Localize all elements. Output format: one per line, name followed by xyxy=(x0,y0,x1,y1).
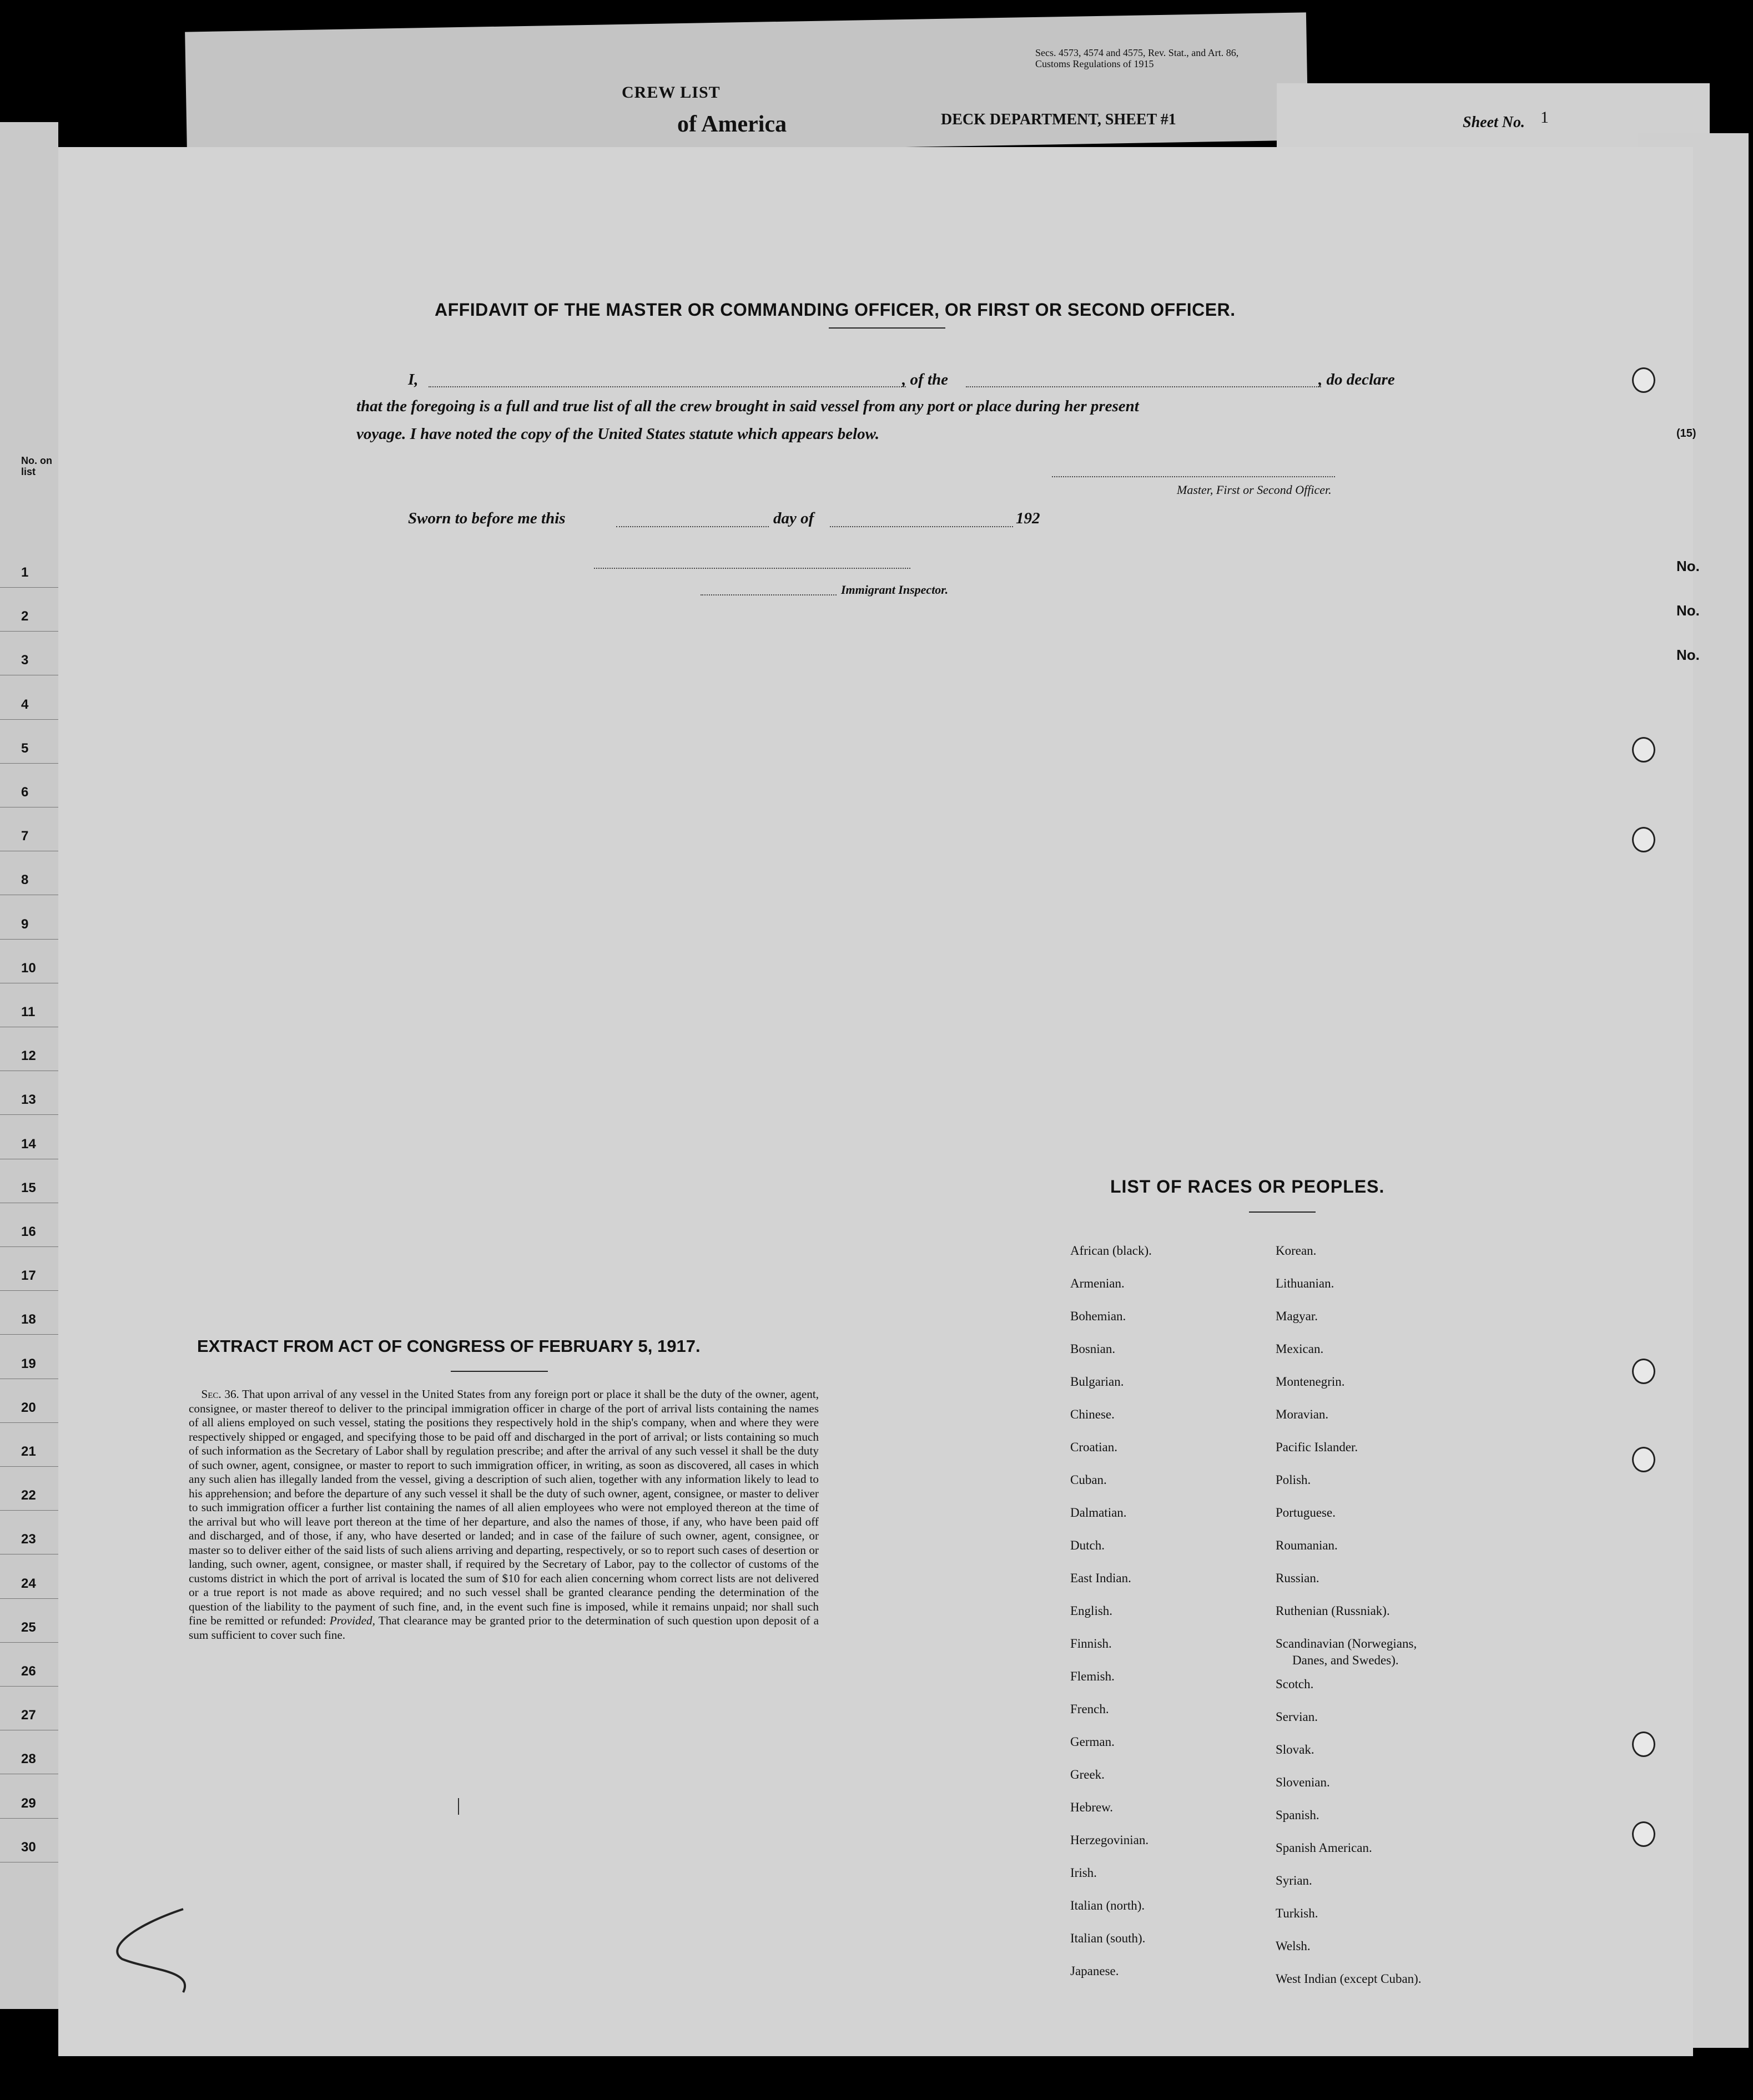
race-item: Servian. xyxy=(1276,1710,1318,1724)
race-item: Cuban. xyxy=(1070,1473,1107,1487)
row-rule xyxy=(0,1290,58,1291)
row-number: 7 xyxy=(21,829,29,844)
sworn-before-label: Sworn to before me this xyxy=(408,509,566,527)
provided-label: Provided, xyxy=(329,1614,375,1627)
race-item: Magyar. xyxy=(1276,1309,1318,1323)
race-item: Syrian. xyxy=(1276,1874,1312,1887)
row-rule xyxy=(0,631,58,632)
race-item: Slovenian. xyxy=(1276,1775,1330,1789)
race-item: West Indian (except Cuban). xyxy=(1276,1972,1422,1986)
right-no-label-1: No. xyxy=(1676,558,1700,574)
row-number: 24 xyxy=(21,1576,36,1591)
binder-hole xyxy=(1632,1821,1655,1847)
binder-hole xyxy=(1632,1359,1655,1384)
race-item: Ruthenian (Russniak). xyxy=(1276,1604,1390,1618)
race-item: Moravian. xyxy=(1276,1407,1329,1421)
sheet-no-label: Sheet No. xyxy=(1463,114,1525,131)
row-number: 18 xyxy=(21,1312,36,1327)
row-number: 21 xyxy=(21,1444,36,1459)
row-number: 14 xyxy=(21,1136,36,1152)
binder-hole xyxy=(1632,367,1655,393)
row-number: 10 xyxy=(21,960,36,976)
races-title-underline xyxy=(1249,1211,1316,1213)
race-item: Scotch. xyxy=(1276,1677,1314,1691)
row-rule xyxy=(0,1466,58,1467)
row-rule xyxy=(0,1510,58,1511)
race-item: Montenegrin. xyxy=(1276,1375,1345,1389)
row-number: 26 xyxy=(21,1664,36,1679)
affidavit-line-2: that the foregoing is a full and true list of all the crew brought in said vessel from any port or place during her present xyxy=(356,397,1139,415)
row-rule xyxy=(0,1818,58,1819)
row-number: 27 xyxy=(21,1708,36,1723)
right-column-number: (15) xyxy=(1676,427,1696,440)
race-item: Scandinavian (Norwegians, xyxy=(1276,1637,1417,1650)
row-number: 9 xyxy=(21,916,29,932)
row-number: 19 xyxy=(21,1356,36,1371)
row-number: 11 xyxy=(21,1004,36,1019)
race-item: Croatian. xyxy=(1070,1440,1117,1454)
sworn-month-blank xyxy=(830,526,1013,527)
race-item: German. xyxy=(1070,1735,1115,1749)
race-item: African (black). xyxy=(1070,1244,1152,1258)
race-item: Russian. xyxy=(1276,1571,1319,1585)
name-blank xyxy=(429,386,906,387)
left-margin-strip xyxy=(0,122,58,2009)
extract-text-1: That upon arrival of any vessel in the United States from any foreign port or place it shall be the duty of the owner, agent, consignee, or master thereof to deliver to the principal immigration officer in charge of the port of arrival lists containing the names of all aliens employed on such vessel, stating the positions they respectively hold in the ship's company, when and where they were respectively shipped or engaged, and specifying those to be paid off and discharged in the port of arrival; or lists containing so much of such information as the Secretary of Labor shall by regulation prescribe; and after the arrival of any such vessel it shall be the duty of such owner, agent, consignee, or master to report to such immigration officer, in writing, as soon as discovered, all cases in which any such alien has illegally landed from the vessel, giving a description of such alien, together with any information likely to lead to his apprehension; and before the departure of any such vessel it shall be the duty of such owner, agent, consignee, or master to deliver to such immigration officer a further list containing the names of all alien employees who were not employed thereon at the time of the arrival but who will leave port thereon at the time of her departure, and also the names of those, if any, who have been paid off and discharged, and of those, if any, who have deserted or landed; and in case of the failure of such owner, agent, consignee, or master so to deliver either of the said lists of such aliens arriving and departing, respectively, or so to report such cases of desertion or landing, such owner, agent, consignee, or master shall, if required by the Secretary of Labor, pay to the collector of customs of the customs district in which the port of arrival is located the sum of $10 for each alien concerning whom correct lists are not delivered or a true report is not made as above required; and no such vessel shall be granted clearance pending the determination of the question of the liability to the payment of such fine, and, in the event such fine is imposed, while it remains unpaid; nor shall such fine be remitted or refunded: xyxy=(189,1387,819,1627)
row-number: 13 xyxy=(21,1092,36,1108)
year-label: 192 xyxy=(1016,509,1040,527)
race-item: East Indian. xyxy=(1070,1571,1131,1585)
section-label: Sec. 36. xyxy=(201,1387,239,1401)
races-left-column xyxy=(1070,1234,1253,1987)
race-item: Hebrew. xyxy=(1070,1800,1114,1814)
inspector-label: Immigrant Inspector. xyxy=(841,583,949,597)
row-number: 2 xyxy=(21,609,29,624)
right-no-label-2: No. xyxy=(1676,602,1700,619)
race-item: Finnish. xyxy=(1070,1637,1112,1650)
race-item: Spanish American. xyxy=(1276,1841,1372,1855)
race-item: Turkish. xyxy=(1276,1906,1318,1920)
row-rule xyxy=(0,1422,58,1423)
race-item: Bulgarian. xyxy=(1070,1375,1124,1389)
row-number: 4 xyxy=(21,696,29,712)
row-number: 17 xyxy=(21,1268,36,1284)
right-no-label-3: No. xyxy=(1676,647,1700,663)
races-right-column xyxy=(1276,1234,1492,1995)
row-number: 23 xyxy=(21,1532,36,1547)
row-rule xyxy=(0,1686,58,1687)
vessel-blank xyxy=(966,386,1321,387)
race-item: Irish. xyxy=(1070,1866,1097,1880)
row-number: 1 xyxy=(21,565,29,580)
row-number: 22 xyxy=(21,1488,36,1503)
race-item: Dalmatian. xyxy=(1070,1506,1127,1520)
race-item: Lithuanian. xyxy=(1276,1276,1334,1290)
affidavit-i: I, xyxy=(408,371,419,388)
extract-title-underline xyxy=(451,1371,548,1372)
row-number: 8 xyxy=(21,872,29,888)
master-label: Master, First or Second Officer. xyxy=(1177,483,1332,497)
binder-hole xyxy=(1632,827,1655,852)
race-item: Polish. xyxy=(1276,1473,1311,1487)
race-item: Bosnian. xyxy=(1070,1342,1116,1356)
row-rule xyxy=(0,1114,58,1115)
row-rule xyxy=(0,763,58,764)
title-underline xyxy=(829,327,945,329)
binder-hole xyxy=(1632,1447,1655,1472)
races-list-title: LIST OF RACES OR PEOPLES. xyxy=(1110,1177,1385,1197)
binder-hole xyxy=(1632,737,1655,763)
row-rule xyxy=(0,1642,58,1643)
race-item: Spanish. xyxy=(1276,1808,1319,1822)
race-item: Italian (north). xyxy=(1070,1899,1145,1912)
extract-text-2: That clearance may be granted prior to the determination of such question upon deposit of a sum sufficient to cover such fine. xyxy=(189,1614,819,1642)
pen-stroke-mark xyxy=(100,1904,211,2003)
race-item: Flemish. xyxy=(1070,1669,1115,1683)
race-item: Danes, and Swedes). xyxy=(1292,1653,1399,1667)
race-item: Herzegovinian. xyxy=(1070,1833,1149,1847)
affidavit-line-3: voyage. I have noted the copy of the United States statute which appears below. xyxy=(356,425,880,443)
row-rule xyxy=(0,587,58,588)
row-rule xyxy=(0,939,58,940)
race-item: Japanese. xyxy=(1070,1964,1119,1978)
affidavit-title: AFFIDAVIT OF THE MASTER OR COMMANDING OFFICER, OR FIRST OR SECOND OFFICER. xyxy=(435,300,1236,320)
no-on-list-label: No. on list xyxy=(21,455,52,477)
race-item: Slovak. xyxy=(1276,1743,1314,1756)
row-rule xyxy=(0,719,58,720)
row-number: 16 xyxy=(21,1224,36,1239)
binder-hole xyxy=(1632,1732,1655,1757)
affidavit-do-declare: , do declare xyxy=(1318,371,1395,388)
row-rule xyxy=(0,1246,58,1247)
row-number: 25 xyxy=(21,1619,36,1635)
race-item: Welsh. xyxy=(1276,1939,1311,1953)
day-of-label: day of xyxy=(773,509,814,527)
race-item: Korean. xyxy=(1276,1244,1317,1258)
row-number: 3 xyxy=(21,653,29,668)
race-item: Armenian. xyxy=(1070,1276,1125,1290)
race-item: Dutch. xyxy=(1070,1538,1105,1552)
row-number: 12 xyxy=(21,1048,36,1064)
row-number: 30 xyxy=(21,1839,36,1855)
race-item: Roumanian. xyxy=(1276,1538,1338,1552)
tick-mark xyxy=(458,1798,459,1815)
row-number: 6 xyxy=(21,785,29,800)
race-item: Mexican. xyxy=(1276,1342,1324,1356)
row-rule xyxy=(0,1598,58,1599)
united-states-heading: of America xyxy=(677,112,787,137)
crew-list-heading: CREW LIST xyxy=(622,83,721,102)
inspector-signature-blank-1 xyxy=(594,568,910,569)
race-item: French. xyxy=(1070,1702,1109,1716)
race-item: English. xyxy=(1070,1604,1113,1618)
inspector-signature-blank-2 xyxy=(701,594,837,595)
race-item: Bohemian. xyxy=(1070,1309,1126,1323)
master-signature-blank xyxy=(1052,476,1335,477)
race-item: Pacific Islander. xyxy=(1276,1440,1358,1454)
race-item: Italian (south). xyxy=(1070,1931,1146,1945)
statute-note: Secs. 4573, 4574 and 4575, Rev. Stat., and Art. 86, Customs Regulations of 1915 xyxy=(1035,47,1239,69)
row-number: 28 xyxy=(21,1751,36,1767)
affidavit-of-the: , of the xyxy=(902,371,948,388)
row-rule xyxy=(0,1334,58,1335)
row-number: 15 xyxy=(21,1180,36,1195)
deck-department-heading: DECK DEPARTMENT, SHEET #1 xyxy=(941,111,1176,128)
extract-title: EXTRACT FROM ACT OF CONGRESS OF FEBRUARY 5, 1917. xyxy=(197,1336,701,1356)
race-item: Chinese. xyxy=(1070,1407,1115,1421)
sheet-no-value: 1 xyxy=(1540,108,1549,127)
extract-body xyxy=(189,1387,819,1642)
race-item: Greek. xyxy=(1070,1768,1105,1781)
row-number: 29 xyxy=(21,1795,36,1811)
row-number: 5 xyxy=(21,740,29,756)
sworn-day-blank xyxy=(616,526,769,527)
race-item: Portuguese. xyxy=(1276,1506,1336,1520)
row-number: 20 xyxy=(21,1400,36,1415)
